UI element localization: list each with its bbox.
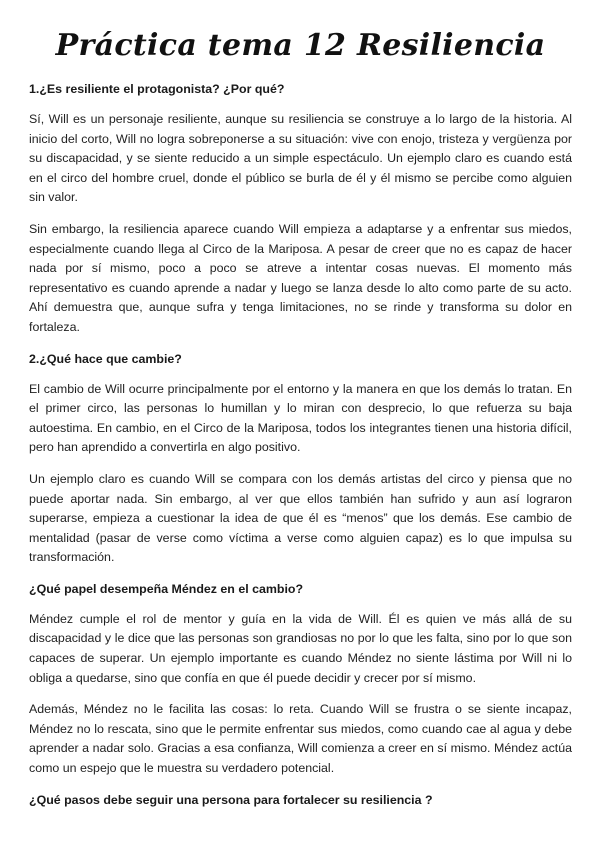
section-3-paragraph-2: Además, Méndez no le facilita las cosas: lo reta. Cuando Will se frustra o se siente incapaz, Méndez no lo rescata, sino que le permite enfrentar sus miedos, como cuando cae al agua y debe aprender a nadar solo. Gracias a esa confianza, Will comienza a creer en sí mismo. Méndez actúa como un espejo que le muestra su verdadero potencial. <box>29 702 572 776</box>
section-heading-2: 2.¿Qué hace que cambie? <box>29 351 182 366</box>
section-1-paragraph-1: Sí, Will es un personaje resiliente, aunque su resiliencia se construye a lo largo de la historia. Al inicio del corto, Will no logra sobreponerse a su situación: vive con enojo, tristeza y vergüenza por su discapacidad, y se siente reducido a un simple espectáculo. Un ejemplo claro es cuando está en el circo del hombre cruel, donde el público se burla de él y él mismo se percibe como alguien sin valor. <box>29 112 572 205</box>
section-1-paragraph-2: Sin embargo, la resiliencia aparece cuando Will empieza a adaptarse y a enfrentar sus miedos, especialmente cuando llega al Circo de la Mariposa. A pesar de creer que no es capaz de hacer nada por sí mismo, poco a poco se atreve a intentar cosas nuevas. El momento más representativo es cuando aprende a nadar y luego se lanza desde lo alto como parte de su acto. Ahí demuestra que, aunque sufra y tenga limitaciones, no se rinde y transforma su dolor en fortaleza. <box>29 221 572 334</box>
document-title: Práctica tema 12 Resiliencia <box>55 28 546 63</box>
section-2-paragraph-1: El cambio de Will ocurre principalmente por el entorno y la manera en que los demás lo tratan. En el primer circo, las personas lo humillan y lo miran con desprecio, lo que refuerza su baja autoestima. En cambio, en el Circo de la Mariposa, todos los integrantes tienen una historia difícil, pero han aprendido a convertirla en algo positivo. <box>29 381 572 455</box>
section-heading-3: ¿Qué papel desempeña Méndez en el cambio? <box>29 581 304 596</box>
section-2-paragraph-2: Un ejemplo claro es cuando Will se compara con los demás artistas del circo y piensa que no puede aportar nada. Sin embargo, al ver que ellos también han sufrido y aun así lograron superarse, empieza a cuestionar la idea de que él es “menos” que los demás. Ese cambio de mentalidad (pasar de verse como víctima a verse como alguien capaz) es lo que impulsa su transformación. <box>29 471 572 565</box>
section-heading-1: 1.¿Es resiliente el protagonista? ¿Por qué? <box>29 82 285 96</box>
section-heading-4: ¿Qué pasos debe seguir una persona para fortalecer su resiliencia ? <box>29 792 433 807</box>
section-3-paragraph-1: Méndez cumple el rol de mentor y guía en la vida de Will. Él es quien ve más allá de su discapacidad y le dice que las personas son grandiosas no por lo que les falta, sino por lo que son capaces de superar. Un ejemplo importante es cuando Méndez no siente lástima por Will ni lo obliga a quedarse, sino que confía en que él puede decidir y crecer por sí mismo. <box>29 611 572 685</box>
